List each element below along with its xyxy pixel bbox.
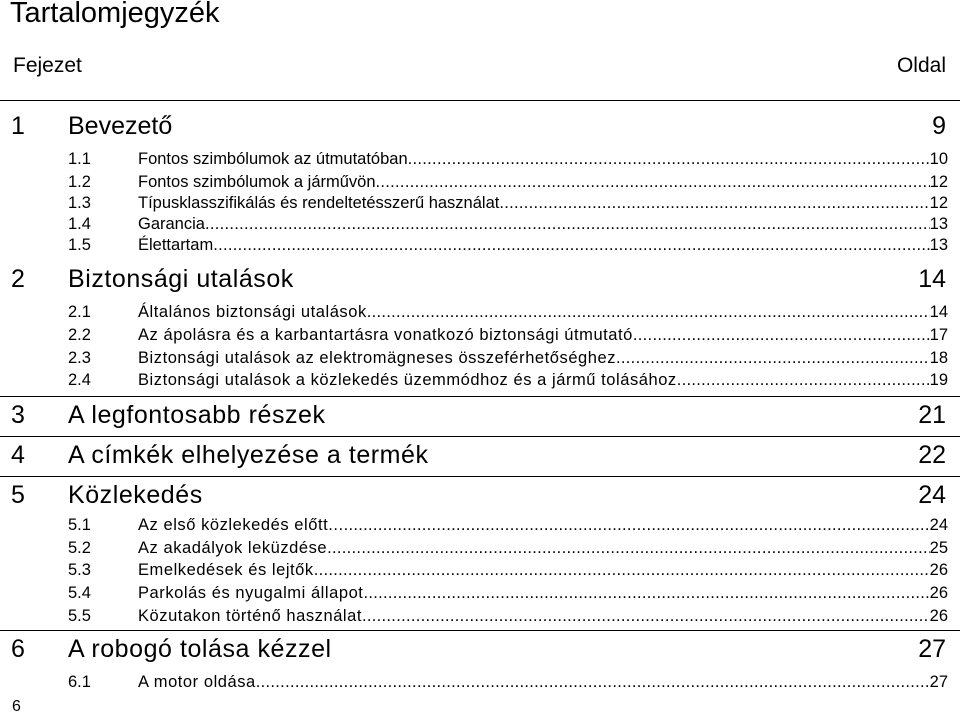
section-title: Garancia xyxy=(138,215,205,233)
section-title: Az akadályok leküzdése xyxy=(138,539,328,557)
toc-section[interactable] xyxy=(0,301,960,323)
leader-dots xyxy=(213,234,929,256)
section-number: 5.4 xyxy=(68,584,91,602)
section-page: 12 xyxy=(929,173,948,191)
chapter-title: A címkék elhelyezése a termék xyxy=(68,441,429,469)
section-page: 13 xyxy=(929,215,948,233)
section-page: 27 xyxy=(929,673,948,691)
section-title: Emelkedések és lejtők xyxy=(138,561,314,579)
chapter-number: 5 xyxy=(11,481,25,509)
chapter-column-header: Fejezet xyxy=(13,54,82,77)
section-number: 5.3 xyxy=(68,561,91,579)
leader-dots xyxy=(205,213,930,235)
section-page: 26 xyxy=(929,561,948,579)
section-page: 26 xyxy=(929,584,948,602)
section-page: 18 xyxy=(929,349,948,367)
toc-chapter[interactable] xyxy=(0,634,960,664)
page-number: 6 xyxy=(12,698,21,715)
chapter-number: 3 xyxy=(11,401,25,429)
section-title: Az első közlekedés előtt... xyxy=(138,516,344,534)
section-number: 2.3 xyxy=(68,349,91,367)
section-title: Az ápolásra és a karbantartásra vonatkozó biztonsági útmutató xyxy=(138,326,633,344)
leader-dots xyxy=(363,582,929,604)
section-title: Élettartam xyxy=(138,236,214,254)
toc-section[interactable] xyxy=(0,192,960,214)
chapter-page: 9 xyxy=(932,112,946,140)
section-number: 2.4 xyxy=(68,371,91,389)
chapter-title: Biztonsági utalások xyxy=(68,265,294,293)
section-page: 17 xyxy=(929,326,948,344)
section-title: Parkolás és nyugalmi állapot xyxy=(138,584,364,602)
section-page: 14 xyxy=(929,303,948,321)
leader-dots xyxy=(677,369,930,391)
toc-section[interactable] xyxy=(0,369,960,391)
leader-dots xyxy=(616,347,930,369)
page-title: Tartalomjegyzék xyxy=(10,0,220,29)
chapter-number: 4 xyxy=(11,441,25,469)
toc-section[interactable] xyxy=(0,605,960,627)
section-number: 1.3 xyxy=(68,194,91,212)
leader-dots xyxy=(344,514,930,536)
section-number: 5.1 xyxy=(68,516,91,534)
section-title: Általános biztonsági utalások xyxy=(138,303,367,321)
section-page: 12 xyxy=(929,194,948,212)
toc-chapter[interactable] xyxy=(0,480,960,510)
leader-dots xyxy=(367,301,930,323)
leader-dots xyxy=(256,671,930,693)
section-number: 2.2 xyxy=(68,326,91,344)
section-page: 10 xyxy=(929,150,948,168)
section-title: Fontos szimbólumok a járművön xyxy=(138,173,376,191)
section-number: 5.5 xyxy=(68,607,91,625)
toc-chapter[interactable] xyxy=(0,440,960,470)
chapter-title: A legfontosabb részek xyxy=(68,401,326,429)
section-page: 13 xyxy=(929,236,948,254)
section-number: 1.5 xyxy=(68,236,91,254)
toc-section[interactable] xyxy=(0,559,960,581)
section-number: 5.2 xyxy=(68,539,91,557)
section-title: Biztonsági utalások az elektromägneses összeférhetőséghez xyxy=(138,349,617,367)
toc-chapter[interactable] xyxy=(0,264,960,294)
chapter-title: A robogó tolása kézzel xyxy=(68,635,332,663)
section-number: 1.2 xyxy=(68,173,91,191)
leader-dots xyxy=(633,324,930,346)
leader-dots xyxy=(376,171,930,193)
section-title: Típusklasszifikálás és rendeltetésszerű használat xyxy=(138,194,500,212)
leader-dots xyxy=(314,559,930,581)
toc-section[interactable] xyxy=(0,537,960,559)
leader-dots xyxy=(499,192,929,214)
leader-dots xyxy=(362,605,930,627)
section-page: 26 xyxy=(929,607,948,625)
chapter-rule xyxy=(0,476,960,477)
toc-section[interactable] xyxy=(0,213,960,235)
chapter-title: Bevezető xyxy=(68,112,173,140)
section-number: 2.1 xyxy=(68,303,91,321)
section-page: 24 xyxy=(929,516,948,534)
toc-section[interactable] xyxy=(0,347,960,369)
chapter-page: 21 xyxy=(918,401,946,429)
section-number: 1.4 xyxy=(68,215,91,233)
page-column-header: Oldal xyxy=(896,54,946,77)
toc-chapter[interactable] xyxy=(0,400,960,430)
chapter-page: 22 xyxy=(918,441,946,469)
chapter-number: 6 xyxy=(11,635,25,663)
header-rule xyxy=(0,100,960,101)
chapter-rule xyxy=(0,396,960,397)
section-title: Fontos szimbólumok az útmutatóban xyxy=(138,150,408,168)
toc-section[interactable] xyxy=(0,148,960,170)
section-number: 1.1 xyxy=(68,150,91,168)
leader-dots xyxy=(408,148,930,170)
section-title: A motor oldása xyxy=(138,673,256,691)
chapter-rule xyxy=(0,436,960,437)
chapter-page: 27 xyxy=(918,635,946,663)
chapter-page: 14 xyxy=(918,265,946,293)
section-page: 19 xyxy=(929,371,948,389)
section-number: 6.1 xyxy=(68,673,91,691)
toc-section[interactable] xyxy=(0,671,960,693)
leader-dots xyxy=(327,537,930,559)
chapter-number: 2 xyxy=(11,265,25,293)
toc-section[interactable] xyxy=(0,514,960,536)
toc-section[interactable] xyxy=(0,234,960,256)
chapter-number: 1 xyxy=(11,112,25,140)
toc-section[interactable] xyxy=(0,171,960,193)
section-title: Biztonsági utalások a közlekedés üzemmódhoz és a jármű tolásához xyxy=(138,371,677,389)
chapter-title: Közlekedés xyxy=(68,481,203,509)
section-page: 25 xyxy=(929,539,948,557)
toc-section[interactable] xyxy=(0,324,960,346)
chapter-rule xyxy=(0,630,960,631)
section-title: Közutakon történő használat xyxy=(138,607,362,625)
chapter-page: 24 xyxy=(918,481,946,509)
toc-section[interactable] xyxy=(0,582,960,604)
toc-chapter[interactable] xyxy=(0,111,960,141)
